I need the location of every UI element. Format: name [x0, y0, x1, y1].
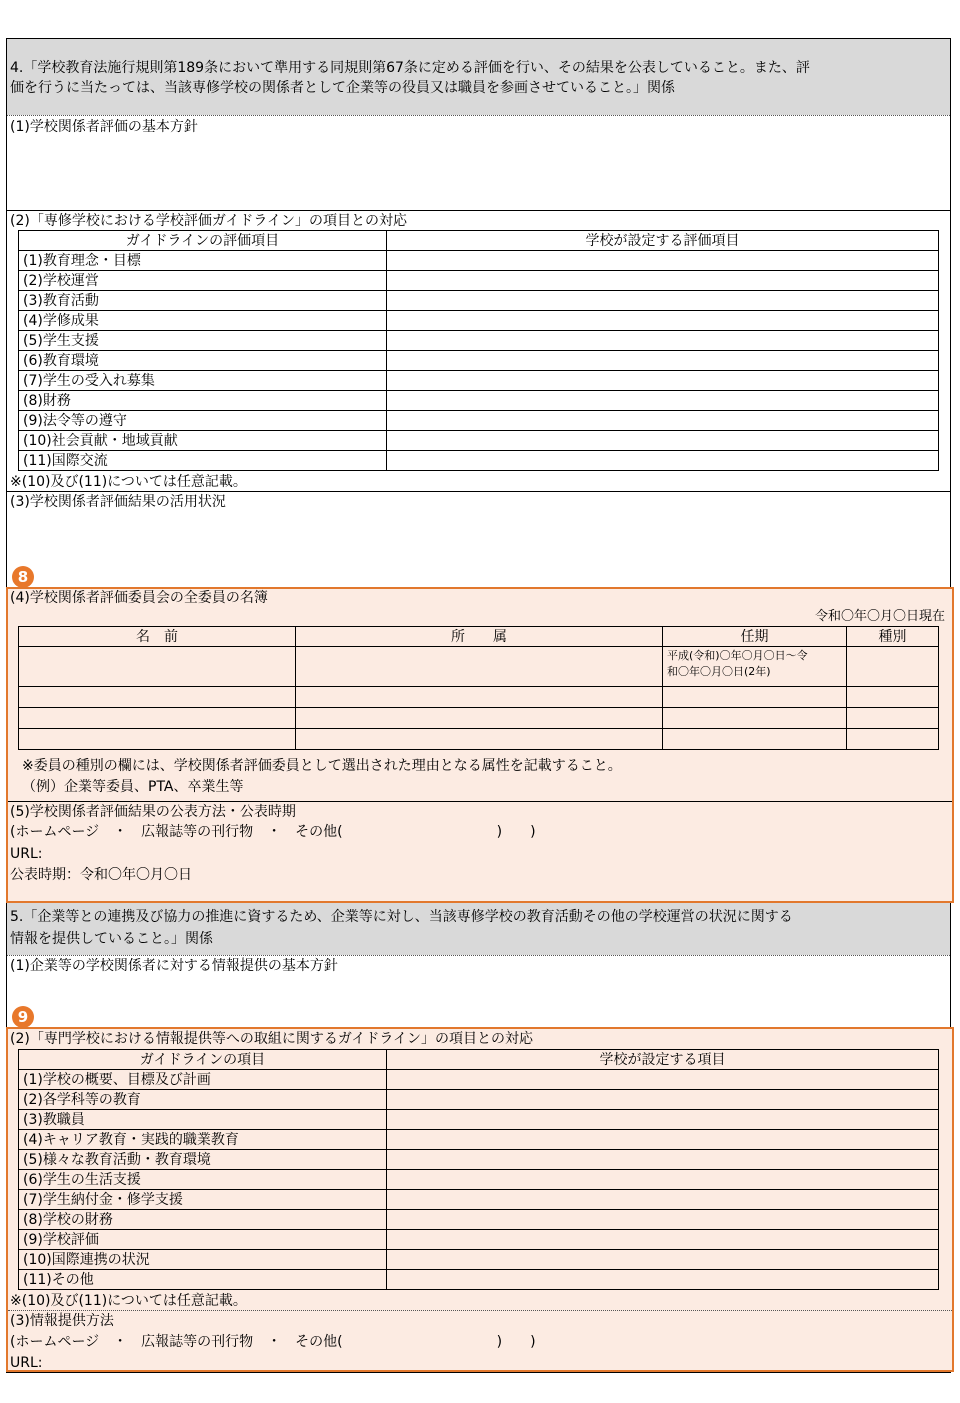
entry-cell[interactable] [387, 1110, 939, 1130]
table-row [19, 1270, 939, 1290]
table-row [19, 1070, 939, 1090]
entry-cell[interactable] [296, 708, 663, 729]
entry-cell[interactable] [387, 1090, 939, 1110]
entry-cell[interactable] [19, 708, 296, 729]
term-cell[interactable] [663, 647, 847, 687]
table-cell: (4)学修成果 [19, 311, 387, 331]
table-cell: (2)学校運営 [19, 271, 387, 291]
s4-p5-label: (5)学校関係者評価結果の公表方法・公表時期 [10, 804, 296, 820]
table-row [19, 647, 939, 687]
table-cell: (8)財務 [19, 391, 387, 411]
divider [7, 955, 950, 956]
entry-cell[interactable] [296, 687, 663, 708]
table-cell: (9)学校評価 [19, 1230, 387, 1250]
table-row [19, 331, 939, 351]
s5-p2-label: (2)「専門学校における情報提供等への取組に関するガイドライン」の項目との対応 [10, 1031, 533, 1047]
table-header: 種別 [847, 627, 939, 647]
table-row [19, 1250, 939, 1270]
s4-p3-label: (3)学校関係者評価結果の活用状況 [10, 494, 226, 510]
entry-cell[interactable] [387, 331, 939, 351]
term-line-1: 平成(令和)〇年〇月〇日～令 [667, 649, 808, 662]
entry-cell[interactable] [387, 1230, 939, 1250]
s4-p4-label: (4)学校関係者評価委員会の全委員の名簿 [10, 590, 268, 606]
table-row [19, 431, 939, 451]
entry-cell[interactable] [847, 708, 939, 729]
s5-p1-label: (1)企業等の学校関係者に対する情報提供の基本方針 [10, 958, 338, 974]
entry-cell[interactable] [387, 1150, 939, 1170]
table-cell: (11)国際交流 [19, 451, 387, 471]
section4-title-line1: 4.「学校教育法施行規則第189条において準用する同規則第67条に定める評価を行い、その結果を公表していること。また、評 [10, 60, 810, 76]
entry-cell[interactable] [387, 451, 939, 471]
table-header: 学校が設定する評価項目 [387, 231, 939, 251]
member-table [18, 626, 939, 750]
divider [7, 115, 950, 116]
s4-p1-label: (1)学校関係者評価の基本方針 [10, 119, 198, 135]
table-row [19, 1130, 939, 1150]
divider [7, 491, 950, 492]
table-row [19, 291, 939, 311]
table-header: 所 属 [296, 627, 663, 647]
divider [8, 1310, 952, 1311]
table-row [19, 451, 939, 471]
entry-cell[interactable] [387, 1130, 939, 1150]
table-cell: (3)教育活動 [19, 291, 387, 311]
entry-cell[interactable] [387, 1170, 939, 1190]
s5-p3-methods: (ホームページ ・ 広報誌等の刊行物 ・ その他( ) ) [10, 1334, 536, 1350]
table-cell: (7)学生納付金・修学支援 [19, 1190, 387, 1210]
table-cell: (6)教育環境 [19, 351, 387, 371]
table-row [19, 1170, 939, 1190]
s5-info-table [18, 1049, 939, 1290]
table-row [19, 1230, 939, 1250]
table-header: 名 前 [19, 627, 296, 647]
entry-cell[interactable] [663, 708, 847, 729]
table-header: 学校が設定する項目 [387, 1050, 939, 1070]
entry-cell[interactable] [19, 687, 296, 708]
s5-p3-label: (3)情報提供方法 [10, 1313, 114, 1329]
entry-cell[interactable] [847, 647, 939, 687]
s4-evaluation-table [18, 230, 939, 471]
entry-cell[interactable] [387, 271, 939, 291]
table-header: ガイドラインの評価項目 [19, 231, 387, 251]
entry-cell[interactable] [387, 1070, 939, 1090]
entry-cell[interactable] [847, 729, 939, 750]
entry-cell[interactable] [387, 391, 939, 411]
table-row [19, 729, 939, 750]
entry-cell[interactable] [387, 291, 939, 311]
badge-9: 9 [12, 1006, 34, 1028]
table-header: ガイドラインの項目 [19, 1050, 387, 1070]
table-row [19, 1110, 939, 1130]
entry-cell[interactable] [663, 687, 847, 708]
entry-cell[interactable] [387, 351, 939, 371]
as-of-date: 令和〇年〇月〇日現在 [814, 609, 945, 624]
s4-p5-methods: (ホームページ ・ 広報誌等の刊行物 ・ その他( ) ) [10, 824, 536, 840]
table-cell: (11)その他 [19, 1270, 387, 1290]
s4-p5-date: 公表時期：令和〇年〇月〇日 [10, 867, 192, 883]
table-cell: (2)各学科等の教育 [19, 1090, 387, 1110]
entry-cell[interactable] [387, 251, 939, 271]
entry-cell[interactable] [847, 687, 939, 708]
section4-header [7, 39, 950, 115]
table-row [19, 271, 939, 291]
table-cell: (10)社会貢献・地域貢献 [19, 431, 387, 451]
table-row [19, 411, 939, 431]
table-header: 任期 [663, 627, 847, 647]
table-cell: (6)学生の生活支援 [19, 1170, 387, 1190]
entry-cell[interactable] [387, 311, 939, 331]
table-cell: (3)教職員 [19, 1110, 387, 1130]
table-cell: (10)国際連携の状況 [19, 1250, 387, 1270]
table-cell: (5)様々な教育活動・教育環境 [19, 1150, 387, 1170]
section5-title-line1: 5.「企業等との連携及び協力の推進に資するため、企業等に対し、当該専修学校の教育活動その他の学校運営の状況に関する [10, 909, 793, 925]
entry-cell[interactable] [296, 647, 663, 687]
s4-p2-label: (2)「専修学校における学校評価ガイドライン」の項目との対応 [10, 213, 407, 229]
table-row [19, 1150, 939, 1170]
table-row [19, 1190, 939, 1210]
table-cell: (4)キャリア教育・実践的職業教育 [19, 1130, 387, 1150]
entry-cell[interactable] [387, 431, 939, 451]
table-row [19, 371, 939, 391]
s5-p3-url: URL: [10, 1355, 43, 1371]
table-row [19, 251, 939, 271]
table-cell: (1)教育理念・目標 [19, 251, 387, 271]
table-row [19, 391, 939, 411]
table-row [19, 1210, 939, 1230]
entry-cell[interactable] [387, 1190, 939, 1210]
table-row [19, 708, 939, 729]
entry-cell[interactable] [387, 411, 939, 431]
table-cell: (8)学校の財務 [19, 1210, 387, 1230]
table-cell: (9)法令等の遵守 [19, 411, 387, 431]
table-cell: (1)学校の概要、目標及び計画 [19, 1070, 387, 1090]
entry-cell[interactable] [387, 1270, 939, 1290]
table-row [19, 351, 939, 371]
member-note-1: ※委員の種別の欄には、学校関係者評価委員として選出された理由となる属性を記載すること。 [22, 758, 622, 774]
table-row [19, 311, 939, 331]
entry-cell[interactable] [663, 729, 847, 750]
table-row [19, 1090, 939, 1110]
entry-cell[interactable] [387, 1210, 939, 1230]
entry-cell[interactable] [387, 1250, 939, 1270]
section5-title-line2: 情報を提供していること。」関係 [10, 931, 213, 947]
table-row [19, 687, 939, 708]
entry-cell[interactable] [387, 371, 939, 391]
entry-cell[interactable] [19, 647, 296, 687]
section4-title-line2: 価を行うに当たっては、当該専修学校の関係者として企業等の役員又は職員を参画させていること。」関係 [10, 80, 675, 96]
s5-optional-note: ※(10)及び(11)については任意記載。 [10, 1293, 247, 1309]
divider [7, 210, 950, 211]
s4-p5-url: URL: [10, 846, 43, 862]
badge-8: 8 [12, 566, 34, 588]
table-cell: (7)学生の受入れ募集 [19, 371, 387, 391]
table-cell: (5)学生支援 [19, 331, 387, 351]
s4-optional-note: ※(10)及び(11)については任意記載。 [10, 474, 247, 490]
term-line-2: 和〇年〇月〇日(2年) [667, 665, 771, 678]
divider [8, 801, 952, 802]
entry-cell[interactable] [296, 729, 663, 750]
member-note-2: （例）企業等委員、PTA、卒業生等 [22, 779, 244, 795]
entry-cell[interactable] [19, 729, 296, 750]
